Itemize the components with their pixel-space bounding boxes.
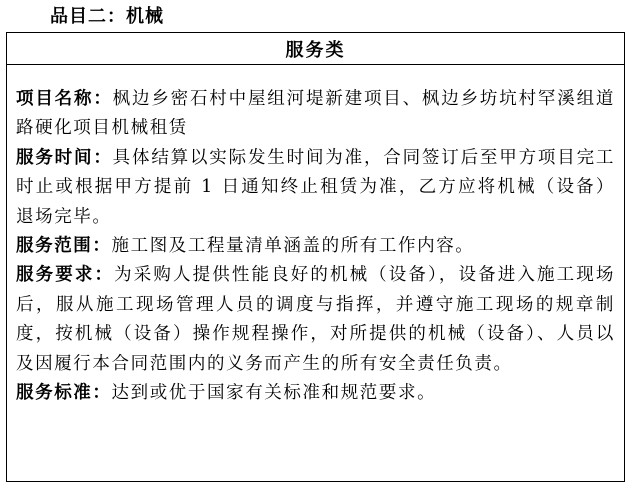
section-heading: 品目二：机械 [50, 6, 164, 27]
field-project-name [16, 85, 615, 144]
service-table [6, 32, 625, 482]
field-label: 项目名称： [16, 89, 113, 109]
field-service-requirements [16, 261, 615, 379]
field-value: 施工图及工程量清单涵盖的所有工作内容。 [111, 236, 475, 257]
field-service-time [16, 144, 615, 232]
field-label: 服务标准： [16, 383, 112, 404]
field-label: 服务时间： [16, 147, 113, 168]
field-value: 为采购人提供性能良好的机械（设备），设备进入施工现场后，服从施工现场管理人员的调度与指挥，并遵守施工现场的规章制度，按机械（设备）操作规程操作，对所提供的机械（设备）、人员以及因履行本合同范围内的义务而产生的所有安全责任负责。 [16, 265, 615, 374]
field-value: 枫边乡密石村中屋组河堤新建项目、枫边乡坊坑村罕溪组道路硬化项目机械租赁 [16, 89, 615, 139]
field-service-scope [16, 232, 615, 261]
field-label: 服务范围： [16, 236, 112, 257]
table-body [7, 65, 624, 408]
field-service-standard [16, 379, 615, 408]
field-value: 达到或优于国家有关标准和规范要求。 [111, 383, 437, 404]
table-header: 服务类 [7, 33, 624, 65]
field-value: 具体结算以实际发生时间为准，合同签订后至甲方项目完工时止或根据甲方提前 1 日通知终止租赁为准，乙方应将机械（设备）退场完毕。 [16, 147, 615, 227]
field-label: 服务要求： [16, 265, 115, 286]
